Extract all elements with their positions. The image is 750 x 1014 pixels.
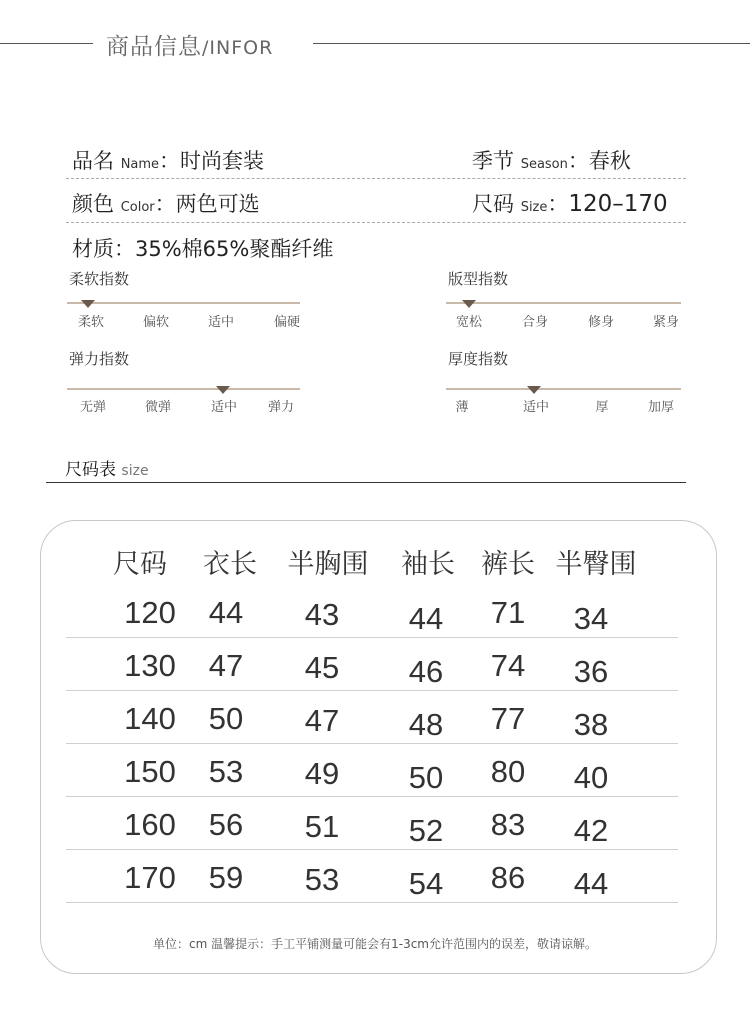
product-season <box>472 145 631 175</box>
material-label: 材质 <box>72 237 114 261</box>
size-table-title-cn: 尺码表 <box>65 460 116 480</box>
column-header: 半臀围 <box>555 549 637 580</box>
table-row-divider <box>66 690 678 691</box>
index-title: 厚度指数 <box>448 350 509 368</box>
section-title-cn: 商品信息 <box>106 34 202 60</box>
name-colon: ： <box>159 149 181 173</box>
measurement-note: 单位：cm 温馨提示：手工平铺测量可能会有1-3cm允许范围内的误差，敬请谅解。 <box>153 937 597 951</box>
measurement-cell: 86 <box>490 860 526 895</box>
material-colon: ： <box>114 237 135 261</box>
size-value: 120–170 <box>568 191 668 217</box>
index-scale-bar <box>67 302 300 303</box>
index-label: 宽松 <box>455 315 483 330</box>
section-title-sep: / <box>202 37 210 59</box>
measurement-cell: 38 <box>573 707 609 742</box>
measurement-cell: 45 <box>304 650 340 685</box>
material-value: 35%棉65%聚酯纤维 <box>135 237 334 261</box>
header-rule-left <box>0 43 93 44</box>
column-header: 半胸围 <box>287 549 369 580</box>
measurement-cell: 59 <box>208 860 244 895</box>
measurement-cell: 44 <box>408 601 444 636</box>
index-label: 厚 <box>595 400 609 415</box>
index-label: 弹力 <box>267 400 295 415</box>
table-row-divider <box>66 743 678 744</box>
measurement-cell: 47 <box>208 648 244 683</box>
season-value: 春秋 <box>588 149 631 173</box>
size-table-title <box>65 455 149 480</box>
index-scale-bar <box>446 302 681 303</box>
index-label: 柔软 <box>77 315 105 330</box>
season-label: 季节 <box>472 149 514 173</box>
measurement-cell: 51 <box>304 809 340 844</box>
index-label: 薄 <box>455 400 469 415</box>
season-label-en: Season <box>520 157 568 172</box>
name-label: 品名 <box>72 149 114 173</box>
index-label: 适中 <box>207 315 235 330</box>
measurement-cell: 53 <box>304 862 340 897</box>
size-table-rule <box>46 482 686 483</box>
measurement-cell: 74 <box>490 648 526 683</box>
header-rule-right <box>313 43 750 44</box>
color-value: 两色可选 <box>175 192 260 216</box>
size-label-en: Size <box>520 200 548 215</box>
index-label: 加厚 <box>647 400 675 415</box>
index-scale-bar <box>446 388 681 389</box>
measurement-cell: 42 <box>573 813 609 848</box>
measurement-cell: 50 <box>408 760 444 795</box>
measurement-cell: 71 <box>490 595 526 630</box>
column-header: 尺码 <box>113 549 167 580</box>
measurement-cell: 52 <box>408 813 444 848</box>
index-label: 适中 <box>210 400 238 415</box>
product-color <box>72 188 260 218</box>
section-title <box>106 28 273 61</box>
table-row-divider <box>66 849 678 850</box>
column-header: 袖长 <box>401 549 455 580</box>
index-label: 适中 <box>522 400 550 415</box>
product-material <box>72 233 333 263</box>
measurement-cell: 49 <box>304 756 340 791</box>
index-label: 微弹 <box>144 400 172 415</box>
size-table-title-en: size <box>121 463 149 479</box>
measurement-cell: 50 <box>208 701 244 736</box>
measurement-cell: 46 <box>408 654 444 689</box>
table-row-divider <box>66 796 678 797</box>
table-row-divider <box>66 902 678 903</box>
size-cell: 120 <box>124 595 176 630</box>
index-label: 偏软 <box>142 315 170 330</box>
index-title: 弹力指数 <box>69 350 130 368</box>
measurement-cell: 83 <box>490 807 526 842</box>
name-label-en: Name <box>120 157 160 172</box>
size-table-card <box>40 520 717 974</box>
divider-dashed <box>66 222 686 223</box>
size-cell: 150 <box>124 754 176 789</box>
measurement-cell: 48 <box>408 707 444 742</box>
index-pointer <box>216 386 230 394</box>
measurement-cell: 44 <box>573 866 609 901</box>
measurement-cell: 53 <box>208 754 244 789</box>
index-scale-bar <box>67 388 300 389</box>
size-cell: 140 <box>124 701 176 736</box>
divider-dashed <box>66 178 686 179</box>
measurement-cell: 54 <box>408 866 444 901</box>
measurement-cell: 43 <box>304 597 340 632</box>
size-cell: 130 <box>124 648 176 683</box>
index-label: 修身 <box>587 315 615 330</box>
size-colon: ： <box>547 192 569 216</box>
index-title: 版型指数 <box>448 270 509 288</box>
index-pointer <box>81 300 95 308</box>
measurement-cell: 80 <box>490 754 526 789</box>
measurement-cell: 77 <box>490 701 526 736</box>
index-label: 偏硬 <box>273 315 301 330</box>
color-colon: ： <box>154 192 176 216</box>
measurement-cell: 56 <box>208 807 244 842</box>
color-label-en: Color <box>120 200 155 215</box>
measurement-cell: 40 <box>573 760 609 795</box>
index-label: 无弹 <box>79 400 107 415</box>
index-title: 柔软指数 <box>69 270 130 288</box>
column-header: 裤长 <box>481 549 535 580</box>
index-pointer <box>462 300 476 308</box>
measurement-cell: 47 <box>304 703 340 738</box>
measurement-cell: 36 <box>573 654 609 689</box>
table-row-divider <box>66 637 678 638</box>
name-value: 时尚套装 <box>180 149 265 173</box>
measurement-cell: 34 <box>573 601 609 636</box>
measurement-cell: 44 <box>208 595 244 630</box>
section-title-en: INFOR <box>209 37 274 59</box>
product-name <box>72 145 264 175</box>
season-colon: ： <box>567 149 589 173</box>
color-label: 颜色 <box>72 192 114 216</box>
index-label: 紧身 <box>652 315 680 330</box>
size-label: 尺码 <box>472 192 514 216</box>
column-header: 衣长 <box>203 549 257 580</box>
index-label: 合身 <box>521 315 549 330</box>
index-pointer <box>527 386 541 394</box>
size-cell: 170 <box>124 860 176 895</box>
size-cell: 160 <box>124 807 176 842</box>
product-size <box>472 188 668 218</box>
